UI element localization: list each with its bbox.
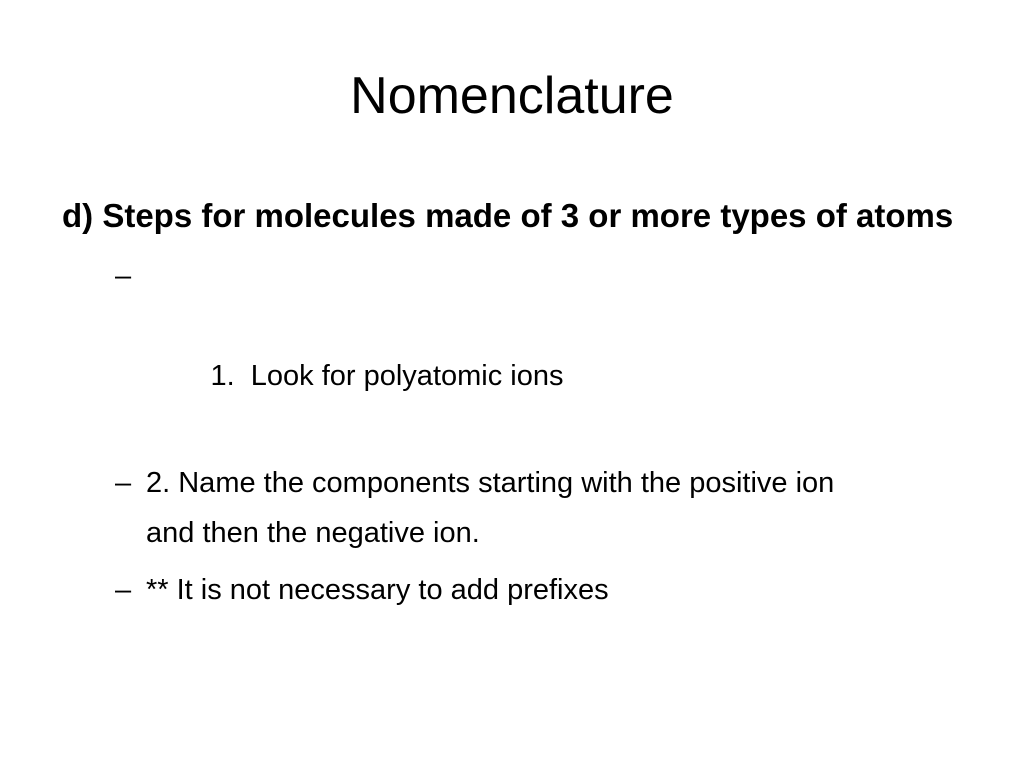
list-item	[62, 251, 846, 451]
list-item-text: 1. Look for polyatomic ions	[210, 360, 564, 392]
dash-bullet: –	[115, 574, 132, 606]
list-item-text: 2. Name the components starting with the positive ion and then the negative ion.	[146, 467, 835, 549]
step-list	[62, 251, 972, 615]
dash-bullet: –	[115, 260, 132, 292]
list-item	[62, 458, 846, 558]
list-item	[62, 565, 846, 615]
list-item-text: ** It is not necessary to add prefixes	[146, 574, 609, 606]
slide-title: Nomenclature	[350, 67, 674, 125]
slide-body	[62, 190, 972, 622]
dash-bullet: –	[115, 467, 132, 499]
step-heading: d) Steps for molecules made of 3 or more types of atoms	[62, 197, 954, 234]
